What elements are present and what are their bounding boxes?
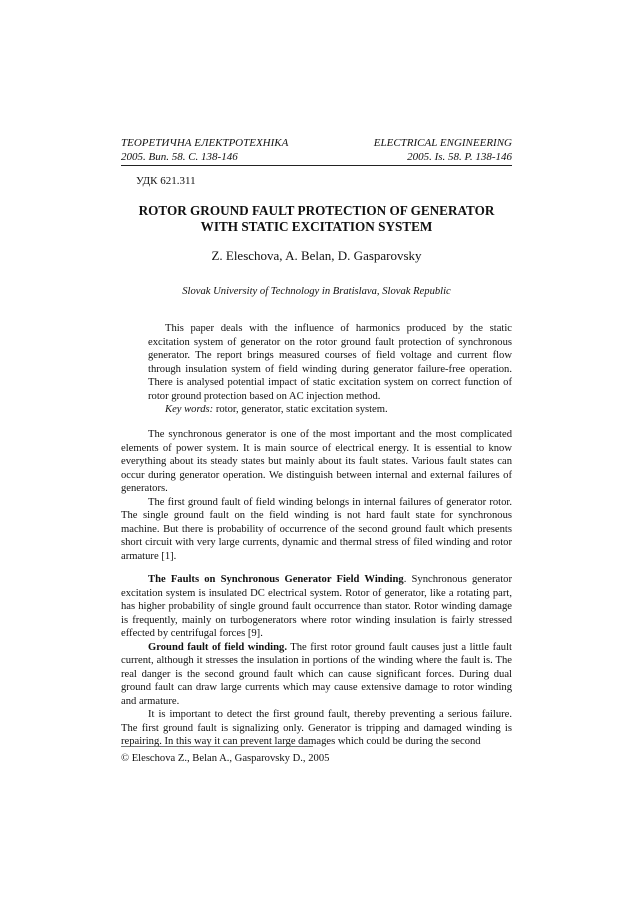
paragraph-5: It is important to detect the first ground fault, thereby preventing a serious failure. The first ground fault is signalizing only. Generator is tripping and damaged winding is repairing. In this way it can prevent large damages which could be during the second	[121, 709, 512, 747]
paper-title	[121, 203, 512, 235]
section-heading: The Faults on Synchronous Generator Field Winding	[148, 574, 404, 585]
paragraph-2: The first ground fault of field winding belongs in internal failures of generator rotor. The single ground fault on the field winding is not hard fault state for synchronous machine. But there is probability of occurrence of the second ground fault which presents short circuit with very large currents, dynamic and thermal stress of filed winding and rotor armature [1].	[121, 496, 512, 562]
paragraph-4-text: The first rotor ground fault causes just a little fault current, although it stresses the insulation in portions of the winding where the fault is. The real danger is the second ground fault which can cause significant forces. During dual ground fault can draw large currents which may cause extensive damage to rotor winding and armature.	[121, 641, 512, 707]
keywords	[148, 403, 512, 417]
copyright-footnote: © Eleschova Z., Belan A., Gasparovsky D., 2005	[121, 753, 330, 764]
paragraph-4	[121, 641, 512, 709]
affiliation: Slovak University of Technology in Bratislava, Slovak Republic	[182, 286, 451, 297]
subsection-heading: Ground fault of field winding.	[148, 641, 287, 653]
keywords-list: rotor, generator, static excitation system.	[213, 404, 388, 415]
paragraph-3	[121, 573, 512, 641]
header-journal-uk: ТЕОРЕТИЧНА ЕЛЕКТРОТЕХНІКА	[121, 137, 289, 149]
authors: Z. Eleschova, A. Belan, D. Gasparovsky	[211, 248, 422, 263]
keywords-label: Key words:	[165, 404, 214, 415]
paragraph-1: The synchronous generator is one of the most important and the most complicated elements of power system. It is main source of electrical energy. It is essential to know everything about its steady states but mainly about its fault states. Various fault states can occur during generator operation. We distinguish between internal and external failures of generators.	[121, 429, 512, 494]
abstract-text: This paper deals with the influence of harmonics produced by the static excitation system of generator on the rotor ground fault protection of synchronous generator. The report brings measured courses of field voltage and current flow through insulation system of field winding during generator failure-free operation. There is analysed potential impact of static excitation system on correct function of rotor ground protection based on AC injection method.	[148, 323, 512, 402]
title-line-2: WITH STATIC EXCITATION SYSTEM	[200, 219, 433, 234]
header-issue-uk: 2005. Вип. 58. С. 138-146	[121, 151, 238, 163]
header-issue-en: 2005. Is. 58. P. 138-146	[407, 151, 512, 163]
udk-code: УДК 621.311	[136, 175, 196, 187]
header-rule	[121, 165, 512, 166]
paragraph-3-text: . Synchronous generator excitation system is insulated DC electrical system. Rotor of generator, like a rotating part, has higher probability of single ground fault occurrence than stator. Rotor winding damage is frequently, mainly on turbogenerators where rotor winding insulation is fairly stressed effected by centrifugal forces [9].	[121, 574, 512, 639]
abstract	[148, 322, 512, 417]
footnote-rule	[121, 746, 313, 747]
title-line-1: ROTOR GROUND FAULT PROTECTION OF GENERATOR	[138, 203, 495, 218]
body-text	[121, 428, 512, 749]
header-journal-en: ELECTRICAL ENGINEERING	[373, 137, 512, 149]
running-header	[121, 136, 512, 164]
